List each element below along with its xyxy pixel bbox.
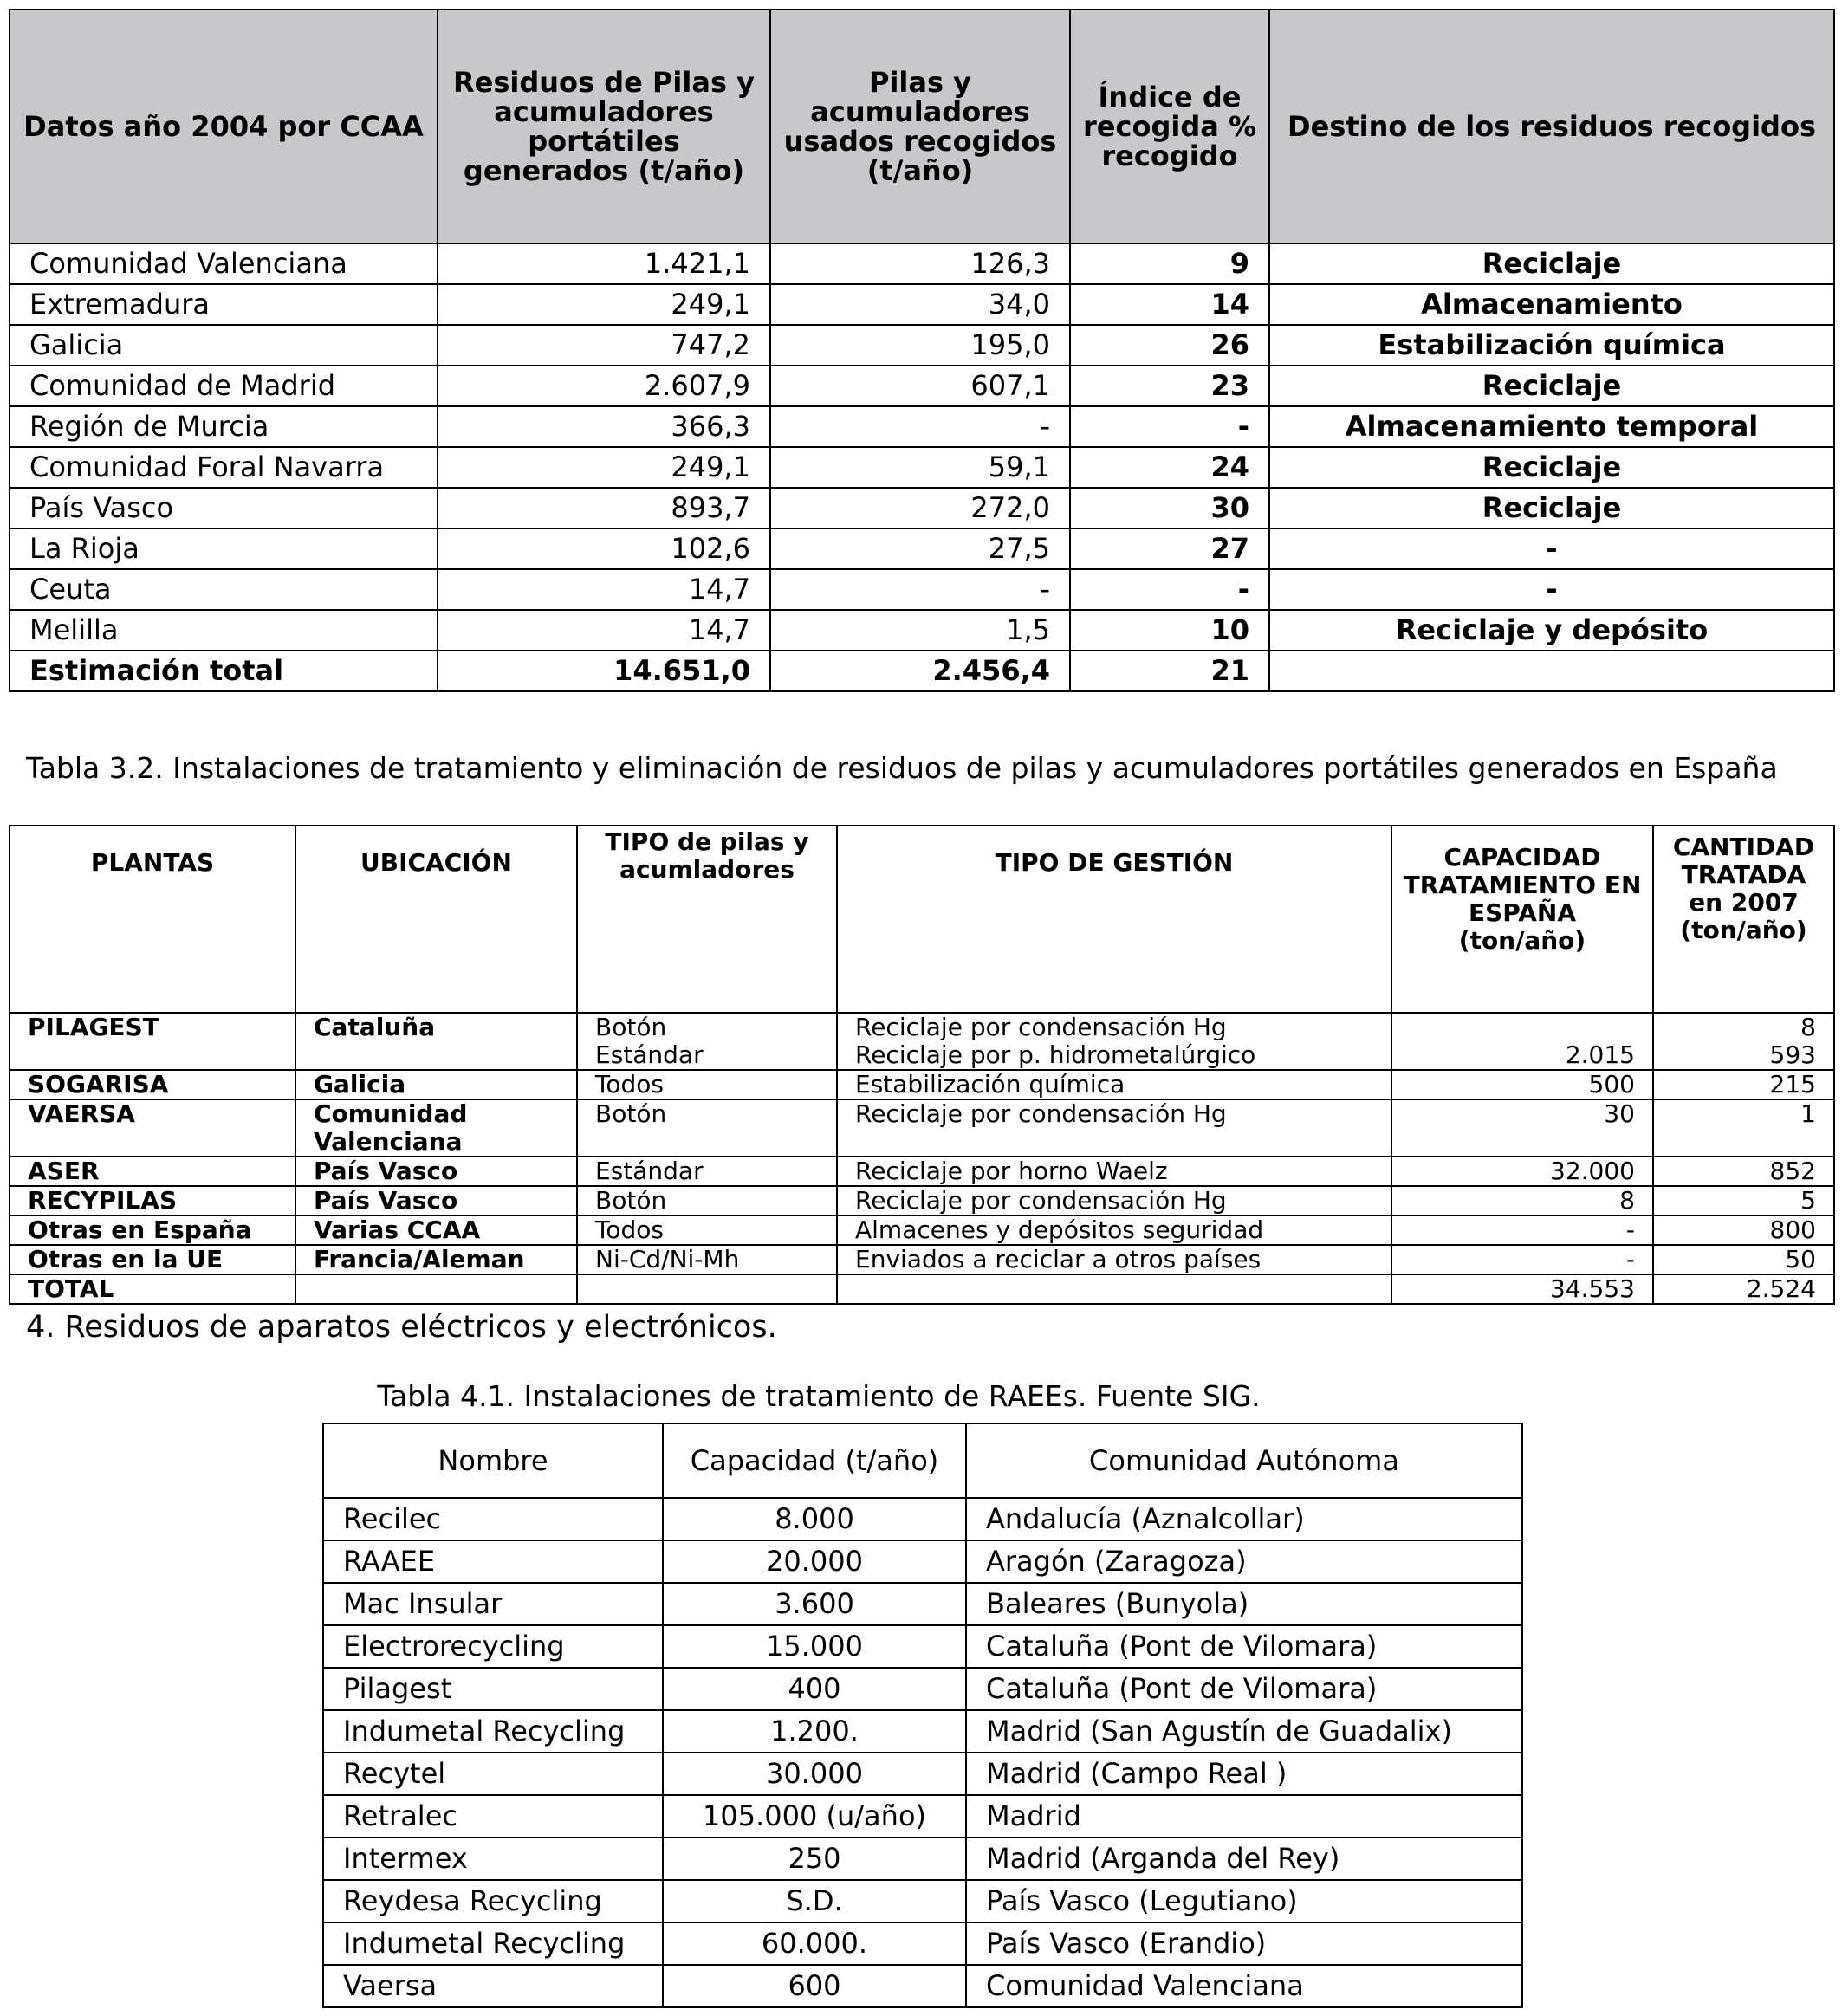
battery-plants-table — [9, 825, 1835, 1305]
cell-generated: 1.421,1 — [438, 243, 770, 284]
cell-nombre: RAAEE — [323, 1540, 663, 1583]
header-ccaa: Datos año 2004 por CCAA — [10, 10, 438, 243]
cell-planta: VAERSA — [10, 1099, 295, 1157]
table-4-1-caption: Tabla 4.1. Instalaciones de tratamiento de RAEEs. Fuente SIG. — [377, 1379, 1261, 1413]
table-row — [323, 1753, 1522, 1795]
table-row — [323, 1710, 1522, 1753]
table-row — [323, 1668, 1522, 1710]
table-row — [10, 1245, 1834, 1274]
cell-collected: 27,5 — [770, 528, 1070, 569]
cell-tipo: Todos — [577, 1215, 837, 1245]
header-destination: Destino de los residuos recogidos — [1269, 10, 1834, 243]
cell-comunidad: País Vasco (Legutiano) — [966, 1880, 1522, 1922]
cell-tipo: Ni-Cd/Ni-Mh — [577, 1245, 837, 1274]
cell-nombre: Indumetal Recycling — [323, 1710, 663, 1753]
cell-tipo: Botón — [577, 1186, 837, 1215]
cell-capacidad-value: 2.015 — [1565, 1040, 1635, 1069]
table-row — [10, 284, 1834, 325]
cell-gestion — [837, 1013, 1391, 1070]
cell-cantidad: 50 — [1653, 1245, 1834, 1274]
cell-capacidad: - — [1391, 1245, 1653, 1274]
table-row — [10, 569, 1834, 610]
section-4-heading: 4. Residuos de aparatos eléctricos y electrónicos. — [26, 1310, 777, 1345]
cell-planta: PILAGEST — [10, 1013, 295, 1070]
cell-comunidad: Andalucía (Aznalcollar) — [966, 1498, 1522, 1540]
cell-capacidad: 400 — [663, 1668, 966, 1710]
cell-capacidad: 30.000 — [663, 1753, 966, 1795]
cell-capacidad: 60.000. — [663, 1922, 966, 1965]
table-row — [323, 1498, 1522, 1540]
header-gestion: TIPO DE GESTIÓN — [837, 826, 1391, 1013]
cell-destination: Almacenamiento — [1269, 284, 1834, 325]
table-row — [323, 1540, 1522, 1583]
cell-capacidad: 250 — [663, 1838, 966, 1880]
header-generated: Residuos de Pilas y acumuladores portátiles generados (t/año) — [438, 10, 770, 243]
table-row-total — [10, 651, 1834, 691]
cell-capacidad: 500 — [1391, 1070, 1653, 1099]
cell-destination: - — [1269, 569, 1834, 610]
cell-ccaa: Comunidad de Madrid — [10, 366, 438, 406]
header-collected: Pilas y acumuladores usados recogidos (t/año) — [770, 10, 1070, 243]
cell-capacidad: 30 — [1391, 1099, 1653, 1157]
cell-planta: Otras en España — [10, 1215, 295, 1245]
cell-capacidad: 3.600 — [663, 1583, 966, 1625]
cell-comunidad: Madrid (Arganda del Rey) — [966, 1838, 1522, 1880]
cell-ubicacion — [295, 1099, 577, 1157]
cell-index: - — [1070, 569, 1269, 610]
cell-destination: Estabilización química — [1269, 325, 1834, 366]
cell-index: 26 — [1070, 325, 1269, 366]
cell-generated: 747,2 — [438, 325, 770, 366]
header-plantas: PLANTAS — [10, 826, 295, 1013]
cell-tipo-line: Botón — [595, 1013, 667, 1041]
table-row — [323, 1965, 1522, 2007]
cell-destination — [1269, 651, 1834, 691]
cell-destination: Reciclaje — [1269, 243, 1834, 284]
cell-capacidad: 8.000 — [663, 1498, 966, 1540]
header-comunidad: Comunidad Autónoma — [966, 1423, 1522, 1498]
cell-generated: 102,6 — [438, 528, 770, 569]
cell-ubicacion — [295, 1274, 577, 1304]
cell-generated: 366,3 — [438, 406, 770, 447]
table-row — [323, 1625, 1522, 1668]
header-nombre: Nombre — [323, 1423, 663, 1498]
cell-generated: 249,1 — [438, 284, 770, 325]
cell-ubicacion: Galicia — [295, 1070, 577, 1099]
cell-nombre: Reydesa Recycling — [323, 1880, 663, 1922]
cell-gestion: Estabilización química — [837, 1070, 1391, 1099]
table-header-row — [10, 826, 1834, 1013]
table-header-row — [323, 1423, 1522, 1498]
cell-index: 21 — [1070, 651, 1269, 691]
cell-collected: 2.456,4 — [770, 651, 1070, 691]
table-4-1-caption-wrap — [0, 1379, 1842, 1413]
cell-capacidad: 105.000 (u/año) — [663, 1795, 966, 1838]
cell-capacidad — [1391, 1013, 1653, 1070]
cell-cantidad-line: 8 — [1800, 1013, 1816, 1041]
table-row — [323, 1922, 1522, 1965]
cell-capacidad: 600 — [663, 1965, 966, 2007]
table-row — [10, 1070, 1834, 1099]
cell-capacidad: 20.000 — [663, 1540, 966, 1583]
cell-comunidad: Cataluña (Pont de Vilomara) — [966, 1625, 1522, 1668]
cell-gestion-line: Reciclaje por condensación Hg — [855, 1013, 1227, 1041]
cell-nombre: Indumetal Recycling — [323, 1922, 663, 1965]
table-row — [10, 1186, 1834, 1215]
cell-index: 30 — [1070, 488, 1269, 528]
cell-gestion: Enviados a reciclar a otros países — [837, 1245, 1391, 1274]
cell-destination: Reciclaje y depósito — [1269, 610, 1834, 651]
cell-cantidad: 2.524 — [1653, 1274, 1834, 1304]
cell-nombre: Recytel — [323, 1753, 663, 1795]
cell-destination: Almacenamiento temporal — [1269, 406, 1834, 447]
cell-index: 24 — [1070, 447, 1269, 488]
cell-generated: 14.651,0 — [438, 651, 770, 691]
cell-index: 14 — [1070, 284, 1269, 325]
cell-index: 9 — [1070, 243, 1269, 284]
cell-planta: ASER — [10, 1157, 295, 1186]
table-row-total — [10, 1274, 1834, 1304]
cell-cantidad: 5 — [1653, 1186, 1834, 1215]
table-row — [323, 1880, 1522, 1922]
table-row — [10, 1215, 1834, 1245]
cell-nombre: Vaersa — [323, 1965, 663, 2007]
cell-ubicacion: País Vasco — [295, 1186, 577, 1215]
cell-collected: 607,1 — [770, 366, 1070, 406]
cell-gestion: Reciclaje por horno Waelz — [837, 1157, 1391, 1186]
cell-tipo: Estándar — [577, 1157, 837, 1186]
cell-destination: Reciclaje — [1269, 447, 1834, 488]
cell-nombre: Electrorecycling — [323, 1625, 663, 1668]
ccaa-batteries-table — [9, 9, 1835, 692]
cell-tipo — [577, 1274, 837, 1304]
table-row — [10, 406, 1834, 447]
cell-planta: TOTAL — [10, 1274, 295, 1304]
cell-collected: 195,0 — [770, 325, 1070, 366]
cell-gestion: Reciclaje por condensación Hg — [837, 1099, 1391, 1157]
cell-gestion-line: Reciclaje por p. hidrometalúrgico — [855, 1040, 1256, 1069]
cell-planta: Otras en la UE — [10, 1245, 295, 1274]
header-capacidad: Capacidad (t/año) — [663, 1423, 966, 1498]
cell-comunidad: Madrid (Campo Real ) — [966, 1753, 1522, 1795]
cell-tipo: Botón — [577, 1099, 837, 1157]
table-row — [10, 325, 1834, 366]
table-row — [10, 447, 1834, 488]
cell-comunidad: Aragón (Zaragoza) — [966, 1540, 1522, 1583]
cell-nombre: Mac Insular — [323, 1583, 663, 1625]
cell-collected: 59,1 — [770, 447, 1070, 488]
table-row — [323, 1838, 1522, 1880]
cell-collected: 1,5 — [770, 610, 1070, 651]
table-row — [323, 1583, 1522, 1625]
cell-cantidad: 800 — [1653, 1215, 1834, 1245]
cell-ccaa: País Vasco — [10, 488, 438, 528]
cell-ubicacion-line: Comunidad — [314, 1099, 468, 1128]
cell-ubicacion: Varias CCAA — [295, 1215, 577, 1245]
cell-capacidad: 8 — [1391, 1186, 1653, 1215]
cell-comunidad: Madrid — [966, 1795, 1522, 1838]
cell-destination: Reciclaje — [1269, 366, 1834, 406]
header-ubicacion: UBICACIÓN — [295, 826, 577, 1013]
cell-tipo: Todos — [577, 1070, 837, 1099]
cell-planta: RECYPILAS — [10, 1186, 295, 1215]
cell-collected: 34,0 — [770, 284, 1070, 325]
cell-capacidad: 32.000 — [1391, 1157, 1653, 1186]
table-row — [10, 1013, 1834, 1070]
header-tipo: TIPO de pilas y acumladores — [577, 826, 837, 1013]
cell-ubicacion: Francia/Aleman — [295, 1245, 577, 1274]
cell-collected: - — [770, 406, 1070, 447]
cell-collected: 126,3 — [770, 243, 1070, 284]
table-row — [323, 1795, 1522, 1838]
cell-comunidad: Madrid (San Agustín de Guadalix) — [966, 1710, 1522, 1753]
cell-index: 10 — [1070, 610, 1269, 651]
raee-facilities-table — [322, 1423, 1523, 2008]
cell-ccaa: Comunidad Valenciana — [10, 243, 438, 284]
header-cantidad: CANTIDAD TRATADA en 2007 (ton/año) — [1653, 826, 1834, 1013]
cell-cantidad — [1653, 1013, 1834, 1070]
cell-ccaa: Ceuta — [10, 569, 438, 610]
cell-capacidad: 34.553 — [1391, 1274, 1653, 1304]
table-row — [10, 243, 1834, 284]
cell-cantidad: 1 — [1653, 1099, 1834, 1157]
cell-capacidad: 1.200. — [663, 1710, 966, 1753]
cell-comunidad: Baleares (Bunyola) — [966, 1583, 1522, 1625]
cell-ccaa: Melilla — [10, 610, 438, 651]
cell-cantidad: 852 — [1653, 1157, 1834, 1186]
cell-index: - — [1070, 406, 1269, 447]
cell-capacidad: 15.000 — [663, 1625, 966, 1668]
cell-generated: 249,1 — [438, 447, 770, 488]
cell-index: 27 — [1070, 528, 1269, 569]
cell-destination: Reciclaje — [1269, 488, 1834, 528]
cell-nombre: Pilagest — [323, 1668, 663, 1710]
cell-cantidad-line: 593 — [1769, 1040, 1816, 1069]
cell-ubicacion: País Vasco — [295, 1157, 577, 1186]
cell-ccaa: Galicia — [10, 325, 438, 366]
cell-ubicacion: Cataluña — [295, 1013, 577, 1070]
cell-generated: 14,7 — [438, 610, 770, 651]
cell-index: 23 — [1070, 366, 1269, 406]
cell-comunidad: Comunidad Valenciana — [966, 1965, 1522, 2007]
cell-nombre: Retralec — [323, 1795, 663, 1838]
cell-ccaa: Extremadura — [10, 284, 438, 325]
cell-comunidad: Cataluña (Pont de Vilomara) — [966, 1668, 1522, 1710]
cell-collected: - — [770, 569, 1070, 610]
cell-capacidad: - — [1391, 1215, 1653, 1245]
table-row — [10, 610, 1834, 651]
cell-gestion — [837, 1274, 1391, 1304]
cell-tipo-line: Estándar — [595, 1040, 704, 1069]
cell-gestion: Reciclaje por condensación Hg — [837, 1186, 1391, 1215]
table-row — [10, 528, 1834, 569]
cell-generated: 2.607,9 — [438, 366, 770, 406]
cell-nombre: Recilec — [323, 1498, 663, 1540]
cell-collected: 272,0 — [770, 488, 1070, 528]
cell-ccaa: Estimación total — [10, 651, 438, 691]
header-capacidad: CAPACIDAD TRATAMIENTO EN ESPAÑA (ton/año) — [1391, 826, 1653, 1013]
table-3-2-caption: Tabla 3.2. Instalaciones de tratamiento y eliminación de residuos de pilas y acumuladores portátiles generados en España — [26, 751, 1778, 785]
cell-capacidad: S.D. — [663, 1880, 966, 1922]
cell-gestion: Almacenes y depósitos seguridad — [837, 1215, 1391, 1245]
cell-cantidad: 215 — [1653, 1070, 1834, 1099]
cell-ccaa: Comunidad Foral Navarra — [10, 447, 438, 488]
table-row — [10, 1099, 1834, 1157]
cell-planta: SOGARISA — [10, 1070, 295, 1099]
cell-nombre: Intermex — [323, 1838, 663, 1880]
cell-ubicacion-line: Valenciana — [314, 1127, 463, 1156]
table-header-row — [10, 10, 1834, 243]
table-row — [10, 366, 1834, 406]
cell-destination: - — [1269, 528, 1834, 569]
cell-comunidad: País Vasco (Erandio) — [966, 1922, 1522, 1965]
cell-generated: 893,7 — [438, 488, 770, 528]
table-row — [10, 1157, 1834, 1186]
cell-tipo — [577, 1013, 837, 1070]
cell-generated: 14,7 — [438, 569, 770, 610]
cell-ccaa: La Rioja — [10, 528, 438, 569]
header-index: Índice de recogida % recogido — [1070, 10, 1269, 243]
cell-ccaa: Región de Murcia — [10, 406, 438, 447]
table-row — [10, 488, 1834, 528]
